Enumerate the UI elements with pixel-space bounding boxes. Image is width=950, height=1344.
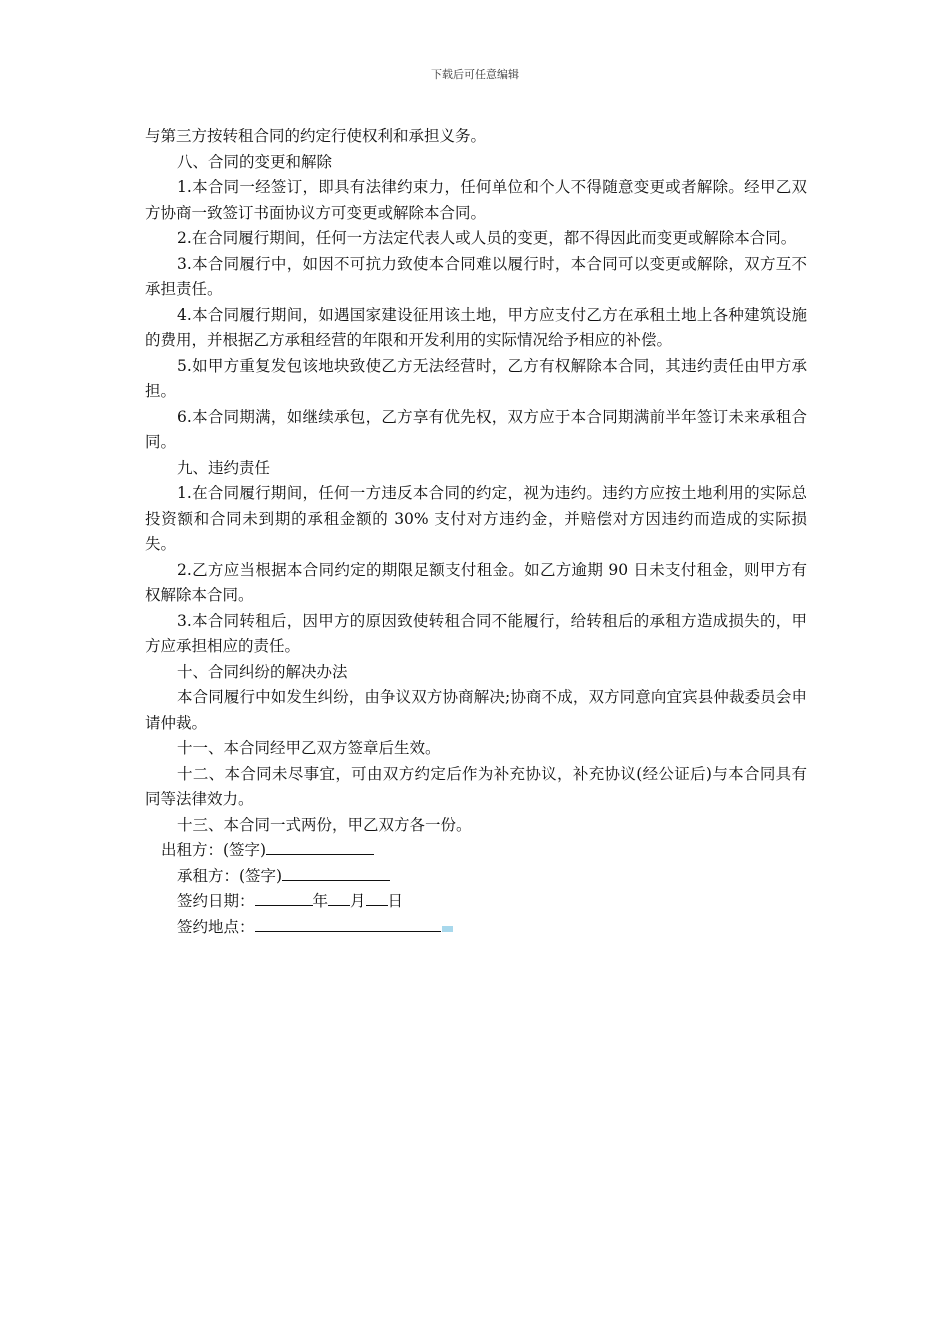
lessee-label: 承租方：(签字) <box>177 866 283 885</box>
lessee-signature-blank[interactable] <box>282 864 390 881</box>
date-label: 签约日期： <box>177 892 255 910</box>
section-heading-9: 九、违约责任 <box>177 458 271 477</box>
clause-12: 十二、本合同未尽事宜，可由双方约定后作为补充协议，补充协议(经公证后)与本合同具有同等法律效力。 <box>145 764 807 808</box>
lessor-label: 出租方：(签字) <box>161 841 267 859</box>
paragraph: 2.乙方应当根据本合同约定的期限足额支付租金。如乙方逾期 90 日未支付租金，则甲方有权解除本合同。 <box>145 560 807 604</box>
day-label: 日 <box>387 892 404 910</box>
paragraph: 本合同履行中如发生纠纷，由争议双方协商解决;协商不成，双方同意向宜宾县仲裁委员会申请仲裁。 <box>145 688 807 732</box>
paragraph: 1.在合同履行期间，任何一方违反本合同的约定，视为违约。违约方应按土地利用的实际总投资额和合同未到期的承租金额的 30% 支付对方违约金，并赔偿对方因违约而造成的实际损失。 <box>145 484 807 553</box>
paragraph: 4.本合同履行期间，如遇国家建设征用该土地，甲方应支付乙方在承租土地上各种建筑设施的费用，并根据乙方承租经营的年限和开发利用的实际情况给予相应的补偿。 <box>145 305 807 349</box>
place-blank[interactable] <box>255 915 441 932</box>
lessor-signature-blank[interactable] <box>266 838 374 855</box>
paragraph: 2.在合同履行期间，任何一方法定代表人或人员的变更，都不得因此而变更或解除本合同。 <box>177 229 797 247</box>
year-blank[interactable] <box>255 889 313 906</box>
section-heading-10: 十、合同纠纷的解决办法 <box>177 662 348 681</box>
paragraph: 3.本合同履行中，如因不可抗力致使本合同难以履行时，本合同可以变更或解除，双方互不承担责任。 <box>145 254 807 298</box>
signing-date-line <box>145 889 807 915</box>
year-label: 年 <box>312 892 329 910</box>
lessor-signature-line <box>145 838 807 864</box>
document-body <box>145 124 807 940</box>
paragraph: 3.本合同转租后，因甲方的原因致使转租合同不能履行，给转租后的承租方造成损失的，甲方应承担相应的责任。 <box>145 611 807 655</box>
month-label: 月 <box>350 892 366 910</box>
signing-place-line <box>145 915 807 941</box>
text-cursor-marker <box>442 926 453 932</box>
paragraph: 5.如甲方重复发包该地块致使乙方无法经营时，乙方有权解除本合同，其违约责任由甲方承担。 <box>145 356 807 400</box>
page-header: 下载后可任意编辑 <box>431 68 519 81</box>
paragraph: 1.本合同一经签订，即具有法律约束力，任何单位和个人不得随意变更或者解除。经甲乙双方协商一致签订书面协议方可变更或解除本合同。 <box>145 178 807 222</box>
clause-11: 十一、本合同经甲乙双方签章后生效。 <box>177 739 441 757</box>
place-label: 签约地点： <box>177 917 255 936</box>
month-blank[interactable] <box>328 889 350 906</box>
clause-13: 十三、本合同一式两份，甲乙双方各一份。 <box>177 815 472 834</box>
lessee-signature-line <box>145 864 807 890</box>
day-blank[interactable] <box>366 889 388 906</box>
section-heading-8: 八、合同的变更和解除 <box>177 152 333 171</box>
paragraph: 与第三方按转租合同的约定行使权利和承担义务。 <box>145 127 487 145</box>
paragraph: 6.本合同期满，如继续承包，乙方享有优先权，双方应于本合同期满前半年签订未来承租合同。 <box>145 407 807 451</box>
